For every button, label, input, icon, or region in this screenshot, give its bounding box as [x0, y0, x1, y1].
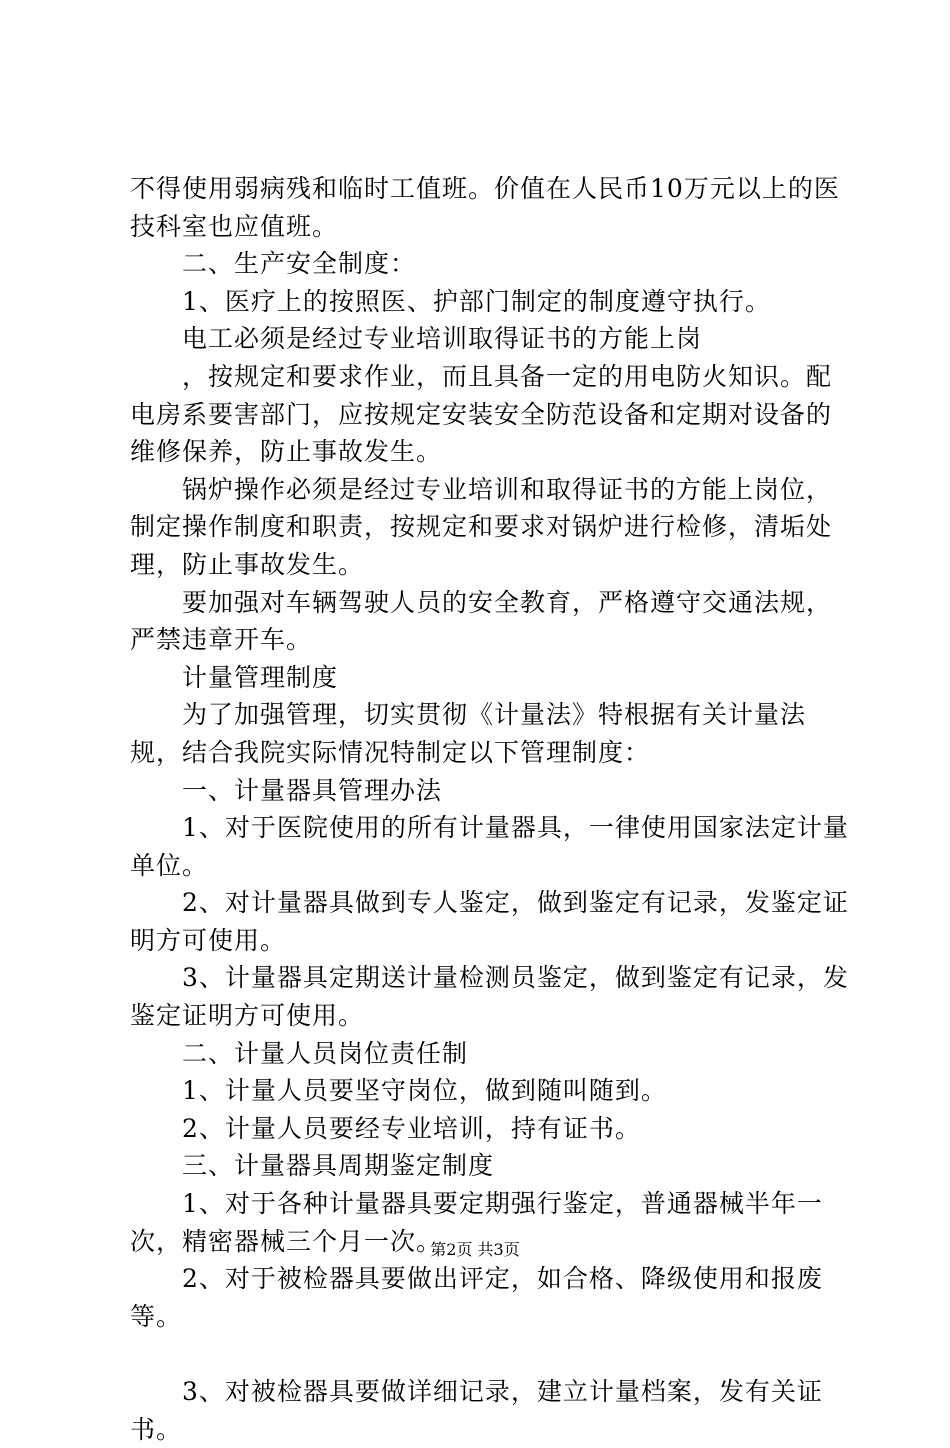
- section-heading: 计量管理制度: [182, 662, 339, 692]
- paragraph: 为了加强管理，切实贯彻《计量法》特根据有关计量法规，结合我院实际情况特制定以下管理制度：: [130, 700, 807, 767]
- paragraph: 1、医疗上的按照医、护部门制定的制度遵守执行。: [182, 286, 771, 316]
- paragraph: 1、计量人员要坚守岗位，做到随叫随到。: [182, 1076, 667, 1106]
- paragraph: ，按规定和要求作业，而且具备一定的用电防火知识。配电房系要害部门，应按规定安装安全防范设备和定期对设备的维修保养，防止事故发生。: [130, 361, 833, 467]
- section-heading: 一、计量器具管理办法: [182, 775, 443, 805]
- paragraph: 电工必须是经过专业培训取得证书的方能上岗: [182, 324, 703, 354]
- page-number: 第2页 共3页: [430, 1240, 520, 1259]
- paragraph: 2、对计量器具做到专人鉴定，做到鉴定有记录，发鉴定证明方可使用。: [130, 888, 849, 955]
- paragraph: 2、对于被检器具要做出评定，如合格、降级使用和报废等。: [130, 1264, 823, 1331]
- paragraph: 要加强对车辆驾驶人员的安全教育，严格遵守交通法规，严禁违章开车。: [130, 587, 833, 655]
- paragraph: 1、对于医院使用的所有计量器具，一律使用国家法定计量单位。: [130, 813, 849, 880]
- section-heading: 二、生产安全制度：: [182, 249, 417, 279]
- section-heading: 三、计量器具周期鉴定制度: [182, 1151, 495, 1181]
- paragraph: 不得使用弱病残和临时工值班。价值在人民币10万元以上的医技科室也应值班。: [130, 174, 840, 241]
- section-heading: 二、计量人员岗位责任制: [182, 1038, 469, 1068]
- paragraph: 2、计量人员要经专业培训，持有证书。: [182, 1113, 641, 1143]
- paragraph: 3、计量器具定期送计量检测员鉴定，做到鉴定有记录，发鉴定证明方可使用。: [130, 963, 849, 1031]
- paragraph: 锅炉操作必须是经过专业培训和取得证书的方能上岗位，制定操作制度和职责，按规定和要求对锅炉进行检修，清垢处理，防止事故发生。: [130, 474, 833, 579]
- page-footer: [0, 1240, 950, 1260]
- paragraph: 3、对被检器具要做详细记录，建立计量档案，发有关证书。: [130, 1377, 823, 1444]
- paragraph: 1、对于各种计量器具要定期强行鉴定，普通器械半年一次，精密器械三个月一次。: [130, 1189, 823, 1256]
